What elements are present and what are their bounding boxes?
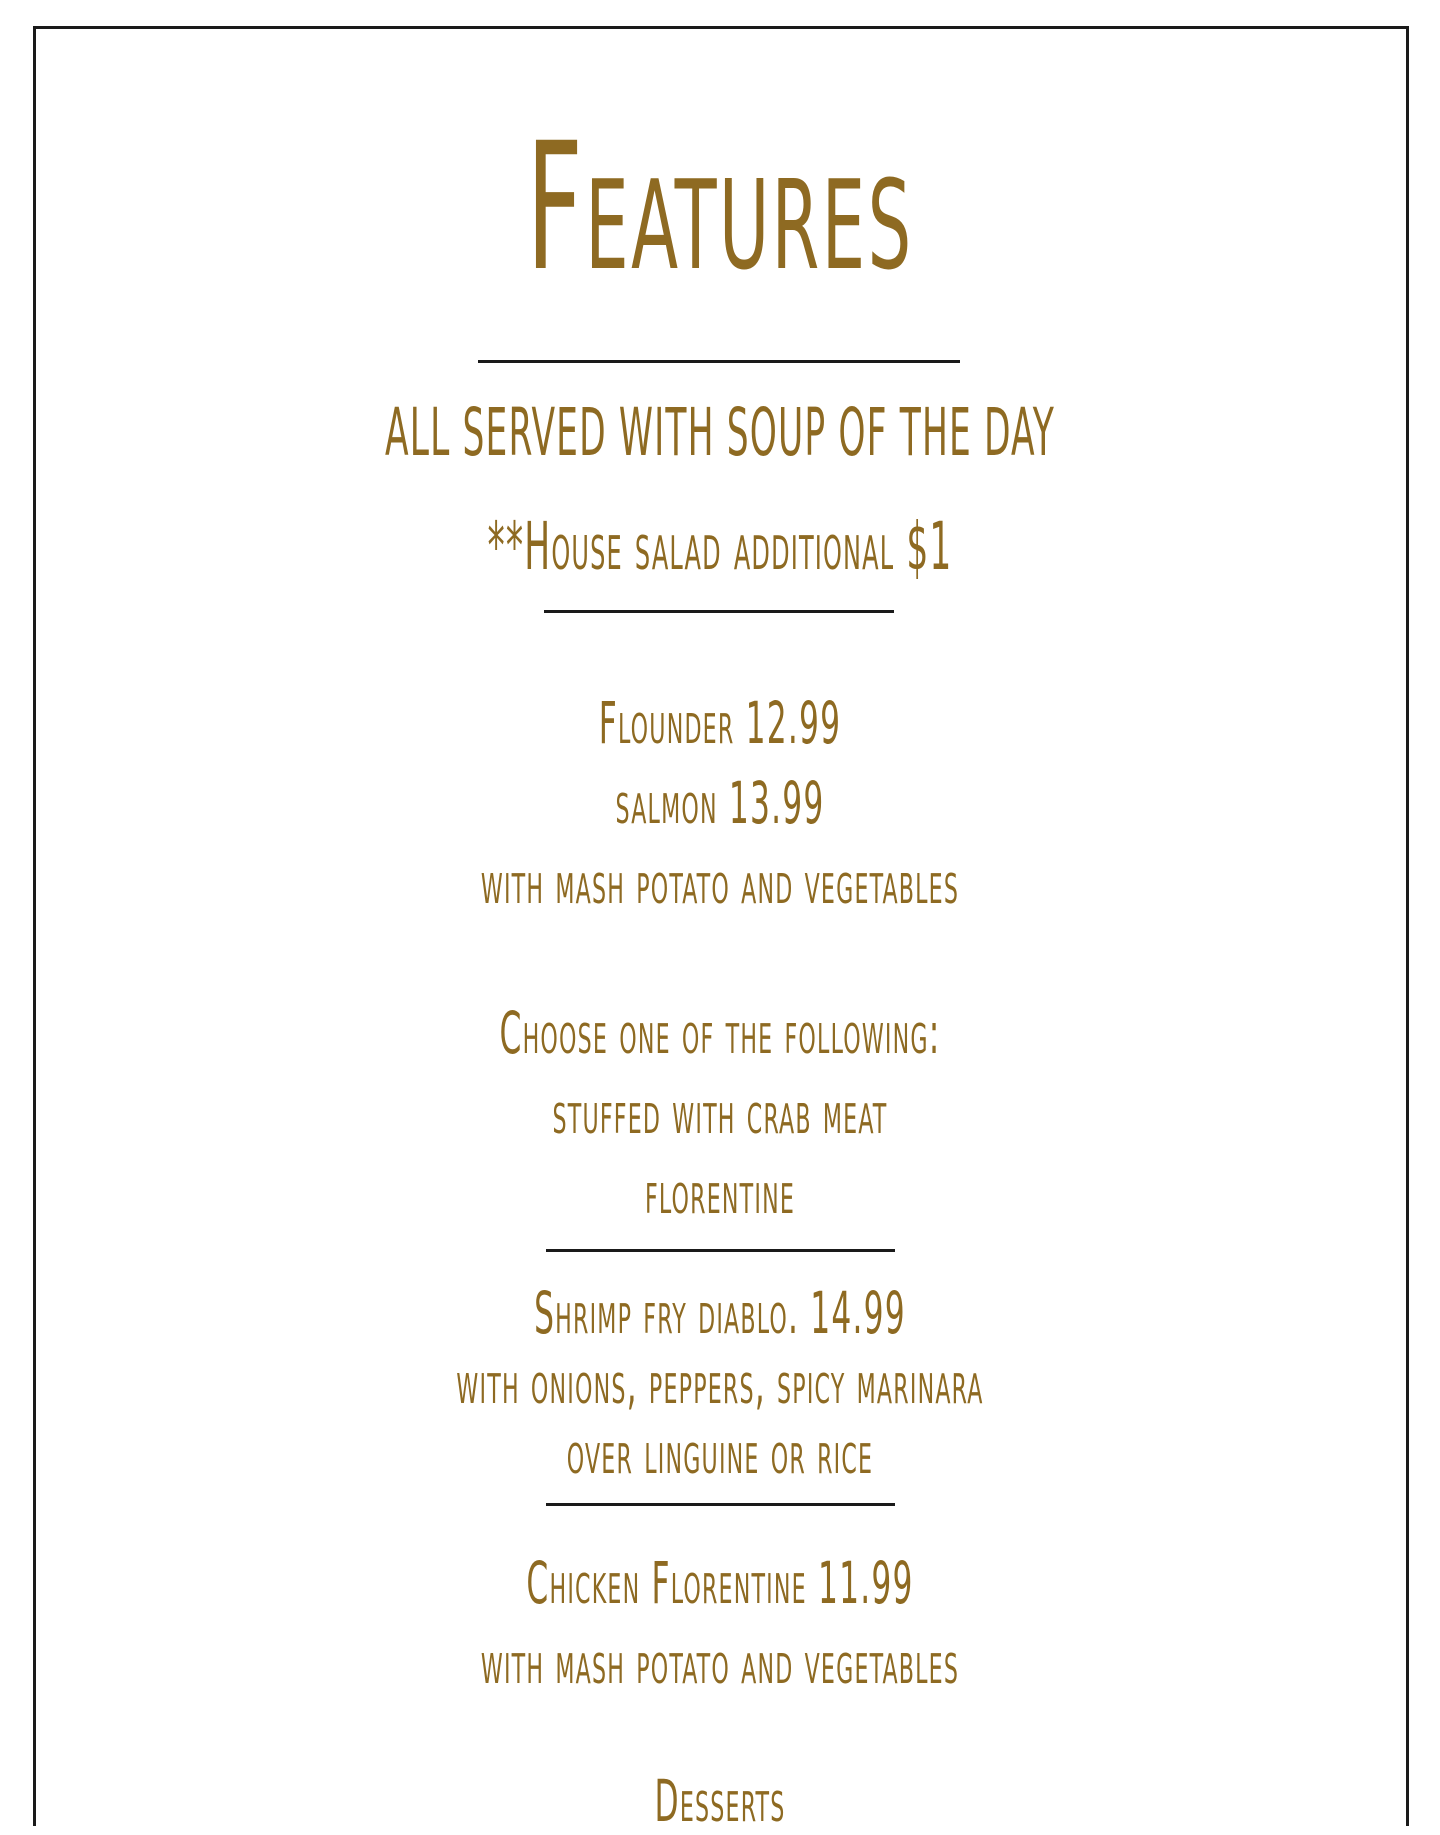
chicken-item: Chicken Florentine 11.99 xyxy=(526,1549,914,1617)
flounder-item: Flounder 12.99 xyxy=(598,689,842,757)
fish-sides: with mash potato and vegetables xyxy=(480,849,960,917)
choose-option-crab: stuffed with crab meat xyxy=(552,1079,888,1147)
shrimp-item: Shrimp fry diablo. 14.99 xyxy=(534,1279,906,1347)
divider xyxy=(546,1503,895,1506)
choose-heading: Choose one of the following: xyxy=(499,999,941,1067)
divider xyxy=(544,610,894,613)
menu-title: Features xyxy=(526,105,914,310)
salad-line: **House salad additional $1 xyxy=(487,508,953,585)
chicken-sides: with mash potato and vegetables xyxy=(480,1629,960,1697)
served-with-line: ALL SERVED WITH SOUP OF THE DAY xyxy=(385,394,1055,471)
desserts-heading: Desserts xyxy=(654,1767,786,1835)
shrimp-description: with onions, peppers, spicy marinara xyxy=(456,1349,984,1417)
choose-option-florentine: florentine xyxy=(644,1159,796,1227)
divider xyxy=(546,1249,895,1252)
shrimp-description-pasta: over linguine or rice xyxy=(566,1419,874,1487)
divider xyxy=(478,360,960,363)
salmon-item: salmon 13.99 xyxy=(615,769,825,837)
